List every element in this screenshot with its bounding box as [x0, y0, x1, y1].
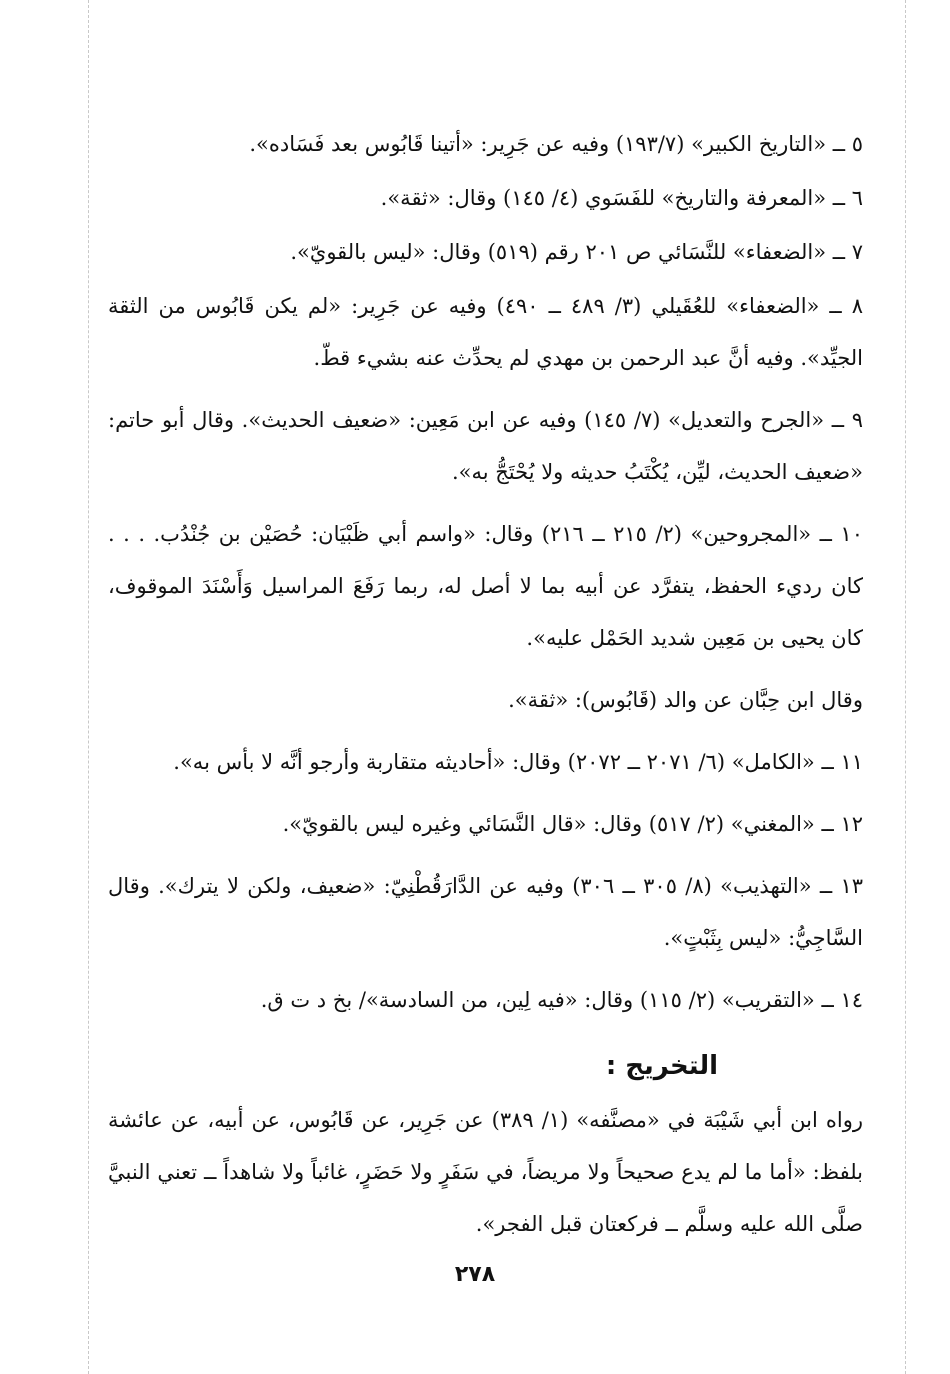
reference-entry-10: ١٠ ــ «المجروحين» (٢/ ٢١٥ ــ ٢١٦) وقال: «واسم أبي ظَبْيَان: حُصَيْن بن جُنْدُب. . . . كان رديء الحفظ، يتفرَّد عن أبيه بما لا أصل له، ربما رَفَعَ المراسيل وَأَسْنَدَ الموقوف، كان يحيى بن مَعِين شديد الحَمْل عليه». [108, 522, 863, 650]
reference-entry-12: ١٢ ــ «المغني» (٢/ ٥١٧) وقال: «قال النَّسَائي وغيره ليس بالقويّ». [282, 812, 863, 836]
reference-entry-9: ٩ ــ «الجرح والتعديل» (٧/ ١٤٥) وفيه عن ابن مَعِين: «ضعيف الحديث». وقال أبو حاتم: «ضعيف الحديث، ليِّن، يُكْتَبُ حديثه ولا يُحْتَجُّ به». [108, 408, 863, 484]
reference-entry-14: ١٤ ــ «التقريب» (٢/ ١١٥) وقال: «فيه لِين، من السادسة»/ بخ د ت ق. [260, 988, 863, 1012]
ibn-hibban-note: وقال ابن حِبَّان عن والد (قَابُوس): «ثقة». [508, 688, 863, 712]
page-number: ٢٧٨ [454, 1262, 496, 1287]
takhrij-paragraph: رواه ابن أبي شَيْبَة في «مصنَّفه» (١/ ٣٨٩) عن جَرِير، عن قَابُوس، عن أبيه، عن عائشة بلفظ: «أما ما لم يدع صحيحاً ولا مريضاً، في سَفَرٍ ولا حَضَرٍ، غائباً ولا شاهداً ــ تعني النبيَّ صلَّى الله عليه وسلَّم ــ فركعتان قبل الفجر». [108, 1108, 864, 1236]
reference-entry-6: ٦ ــ «المعرفة والتاريخ» للفَسَوي (٤/ ١٤٥) وقال: «ثقة». [380, 186, 863, 210]
page-body [108, 118, 863, 1260]
reference-entry-11: ١١ ــ «الكامل» (٦/ ٢٠٧١ ــ ٢٠٧٢) وقال: «أحاديثه متقاربة وأرجو أنَّه لا بأس به». [173, 750, 863, 774]
reference-entry-7: ٧ ــ «الضعفاء» للنَّسَائي ص ٢٠١ رقم (٥١٩) وقال: «ليس بالقويّ». [290, 240, 863, 264]
reference-entry-8: ٨ ــ «الضعفاء» للعُقَيلي (٣/ ٤٨٩ ــ ٤٩٠) وفيه عن جَرِير: «لم يكن قَابُوس من الثقة الجيِّد». وفيه أنَّ عبد الرحمن بن مهدي لم يحدِّث عنه بشيء قطّ. [108, 294, 863, 370]
right-margin-guide [905, 0, 906, 1374]
reference-entry-13: ١٣ ــ «التهذيب» (٨/ ٣٠٥ ــ ٣٠٦) وفيه عن الدَّارَقُطْنِيّ: «ضعيف، ولكن لا يترك». وقال السَّاجِيُّ: «ليس بِثَبْتٍ». [108, 874, 863, 950]
reference-entry-5: ٥ ــ «التاريخ الكبير» (١٩٣/٧) وفيه عن جَرِير: «أتينا قَابُوس بعد فَسَاده». [249, 132, 863, 156]
takhrij-heading: التخريج : [605, 1051, 718, 1081]
left-margin-guide [88, 0, 89, 1374]
